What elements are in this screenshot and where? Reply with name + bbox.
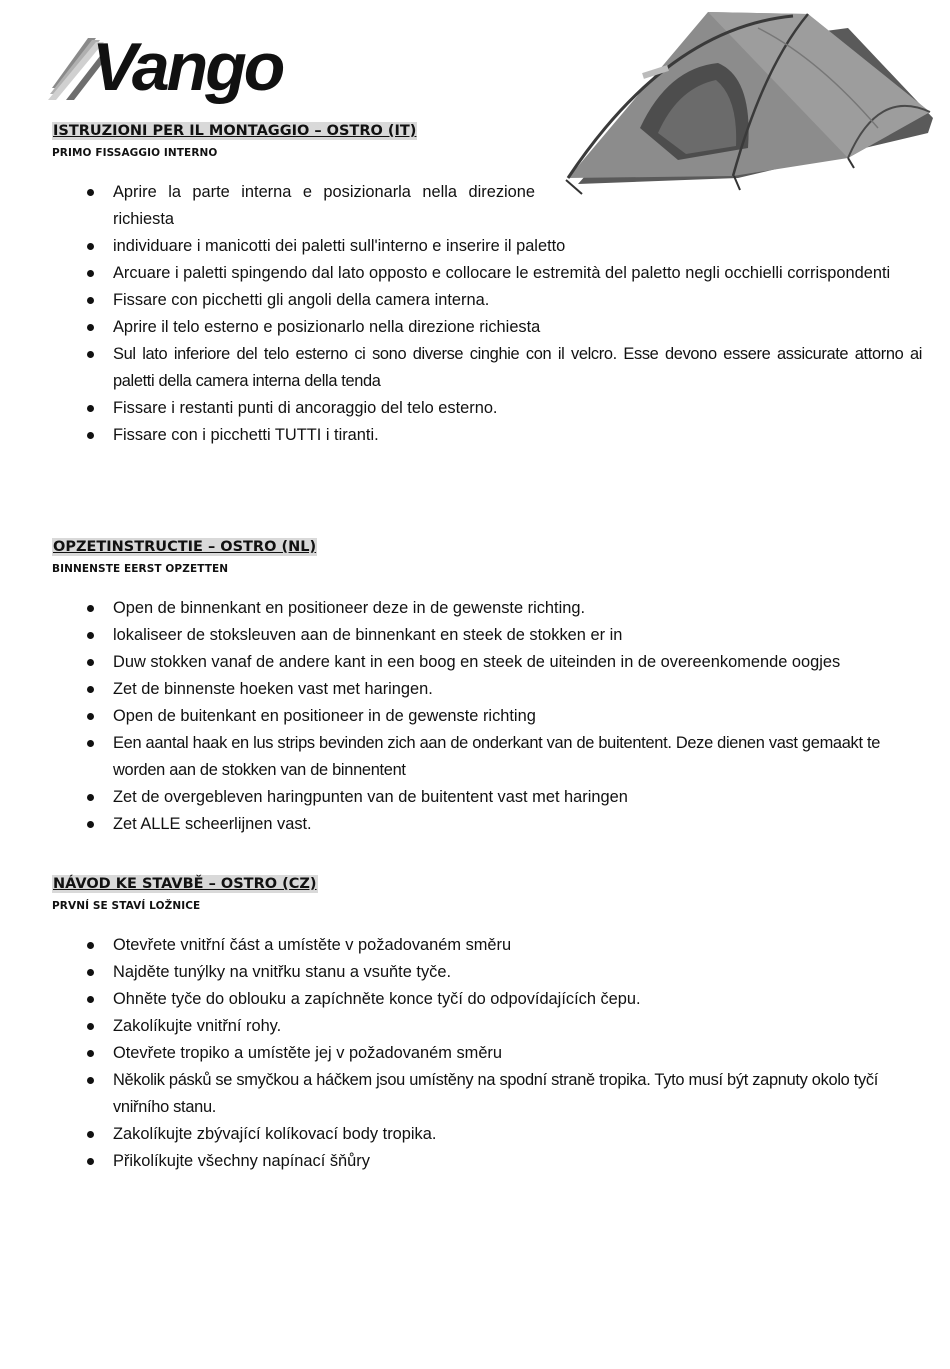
list-item: Fissare i restanti punti di ancoraggio del telo esterno. bbox=[52, 395, 922, 422]
list-item: Een aantal haak en lus strips bevinden zich aan de onderkant van de buitentent. Deze dienen vast gemaakt te worden aan de stokken van de binnentent bbox=[52, 730, 922, 784]
section-it bbox=[52, 122, 922, 449]
list-item: Open de binnenkant en positioneer deze in de gewenste richting. bbox=[52, 595, 922, 622]
list-item: individuare i manicotti dei paletti sull'interno e inserire il paletto bbox=[52, 233, 922, 260]
list-item: Fissare con i picchetti TUTTI i tiranti. bbox=[52, 422, 922, 449]
section-subtitle: BINNENSTE EERST OPZETTEN bbox=[52, 563, 229, 575]
section-title: OPZETINSTRUCTIE – OSTRO (NL) bbox=[53, 539, 317, 555]
instruction-list bbox=[52, 179, 922, 449]
list-item: Otevřete tropiko a umístěte jej v požadovaném směru bbox=[52, 1040, 922, 1067]
section-subtitle: PRVNÍ SE STAVÍ LOŽNICE bbox=[52, 900, 201, 912]
list-item: Open de buitenkant en positioneer in de gewenste richting bbox=[52, 703, 922, 730]
list-item: Zet ALLE scheerlijnen vast. bbox=[52, 811, 922, 838]
list-item: Fissare con picchetti gli angoli della camera interna. bbox=[52, 287, 922, 314]
brand-name: Vango bbox=[92, 30, 283, 105]
list-item: Aprire la parte interna e posizionarla nella direzione richiesta bbox=[52, 179, 535, 233]
list-item: Aprire il telo esterno e posizionarlo nella direzione richiesta bbox=[52, 314, 922, 341]
list-item: Najděte tunýlky na vnitřku stanu a vsuňte tyče. bbox=[52, 959, 922, 986]
instruction-list bbox=[52, 595, 922, 838]
list-item: Otevřete vnitřní část a umístěte v požadovaném směru bbox=[52, 932, 922, 959]
section-subtitle: PRIMO FISSAGGIO INTERNO bbox=[52, 147, 218, 159]
instruction-list bbox=[52, 932, 922, 1175]
list-item: Ohněte tyče do oblouku a zapíchněte konce tyčí do odpovídajících čepu. bbox=[52, 986, 922, 1013]
list-item: Duw stokken vanaf de andere kant in een boog en steek de uiteinden in de overeenkomende oogjes bbox=[52, 649, 922, 676]
section-cz bbox=[52, 875, 922, 1175]
list-item: Sul lato inferiore del telo esterno ci sono diverse cinghie con il velcro. Esse devono essere assicurate attorno ai paletti della camera interna della tenda bbox=[52, 341, 922, 395]
list-item: lokaliseer de stoksleuven aan de binnenkant en steek de stokken er in bbox=[52, 622, 922, 649]
list-item: Arcuare i paletti spingendo dal lato opposto e collocare le estremità del paletto negli occhielli corrispondenti bbox=[52, 260, 922, 287]
section-title: NÁVOD KE STAVBĚ – OSTRO (CZ) bbox=[53, 876, 317, 892]
list-item: Přikolíkujte všechny napínací šňůry bbox=[52, 1148, 922, 1175]
list-item: Zet de binnenste hoeken vast met haringen. bbox=[52, 676, 922, 703]
list-item: Zakolíkujte vnitřní rohy. bbox=[52, 1013, 922, 1040]
vango-logo bbox=[48, 30, 328, 106]
section-title: ISTRUZIONI PER IL MONTAGGIO – OSTRO (IT) bbox=[53, 123, 417, 139]
list-item: Zakolíkujte zbývající kolíkovací body tropika. bbox=[52, 1121, 922, 1148]
list-item: Několik pásků se smyčkou a háčkem jsou umístěny na spodní straně tropika. Tyto musí být zapnuty okolo tyčí vniřního stanu. bbox=[52, 1067, 922, 1121]
section-nl bbox=[52, 538, 922, 838]
list-item: Zet de overgebleven haringpunten van de buitentent vast met haringen bbox=[52, 784, 922, 811]
